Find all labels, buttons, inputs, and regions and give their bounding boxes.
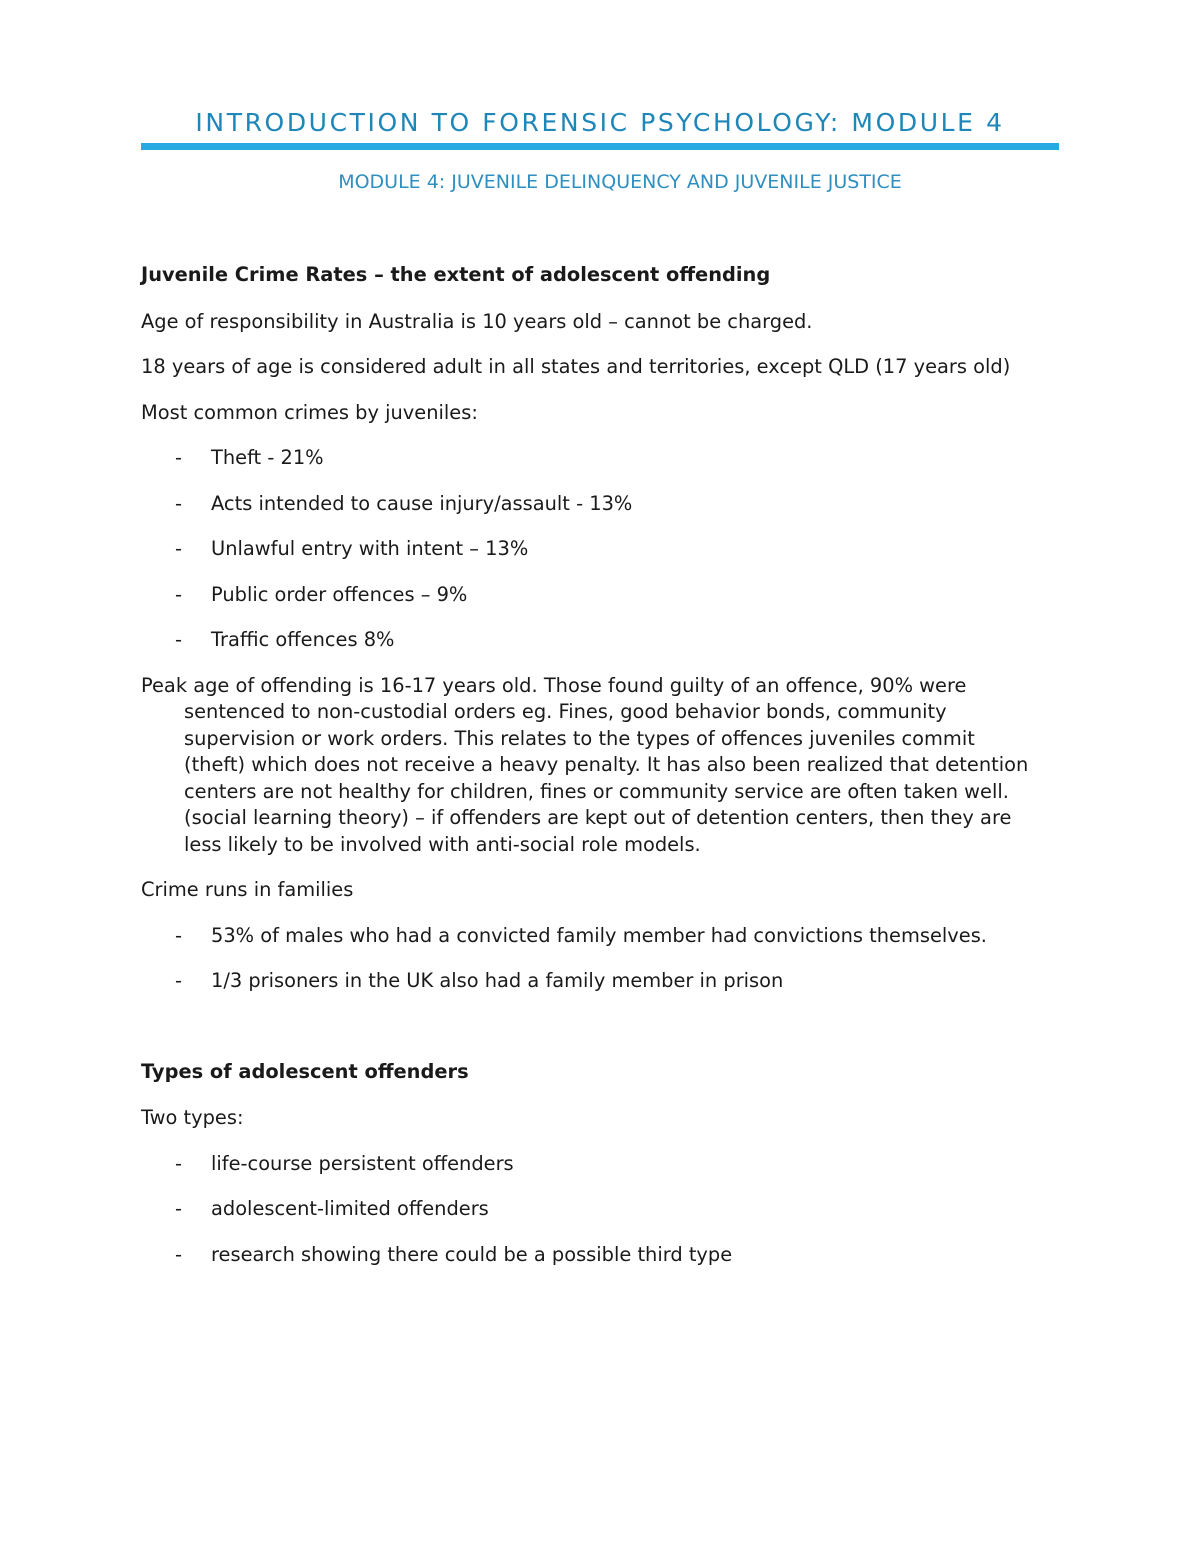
paragraph-age-responsibility: Age of responsibility in Australia is 10 years old – cannot be charged. [141,309,813,333]
bullet-dash: - [175,923,182,947]
bullet-dash: - [175,1197,182,1220]
bullet-dash: - [175,582,182,606]
list-item [141,923,1041,950]
list-item [141,536,1041,563]
section-heading-offender-types: Types of adolescent offenders [141,1059,469,1083]
list-item-text: 53% of males who had a convicted family member had convictions themselves. [211,923,987,947]
list-item [141,1242,1041,1269]
list-item [141,1151,1041,1178]
paragraph-peak-age: Peak age of offending is 16-17 years old. Those found guilty of an offence, 90% were sentenced to non-custodial orders eg. Fines, good behavior bonds, community supervision or work orders. This relates to the types of offences juveniles commit (theft) which does not receive a heavy penalty. It has also been realized that detention centers are not healthy for children, fines or community service are often taken well. (social learning theory) – if offenders are kept out of detention centers, then they are less likely to be involved with anti-social role models. [141,673,1029,856]
list-item-text: Unlawful entry with intent – 13% [211,537,529,560]
list-item [141,627,1041,654]
bullet-dash: - [175,491,182,515]
bullet-dash: - [175,969,182,992]
document-subtitle: MODULE 4: JUVENILE DELINQUENCY AND JUVENILE JUSTICE [338,171,902,193]
family-points-list [141,923,1041,995]
bullet-dash: - [175,446,182,469]
crimes-list [141,445,1041,654]
offender-types-list [141,1151,1041,1269]
list-item-text: Theft - 21% [211,446,324,469]
bullet-dash: - [175,537,182,560]
list-item-text: Traffic offences 8% [211,628,395,651]
bullet-dash: - [175,1242,182,1266]
section-heading-crime-rates: Juvenile Crime Rates – the extent of adolescent offending [141,263,771,286]
list-item [141,445,1041,472]
list-item-text: life-course persistent offenders [211,1151,514,1175]
list-item-text: adolescent-limited offenders [211,1197,489,1220]
list-item-text: research showing there could be a possible third type [211,1242,733,1266]
list-item-text: Public order offences – 9% [211,582,468,606]
bullet-dash: - [175,628,182,651]
list-item [141,968,1041,995]
list-item-text: Acts intended to cause injury/assault - 13% [211,491,633,515]
bullet-dash: - [175,1151,182,1175]
list-item [141,582,1041,609]
paragraph-two-types: Two types: [141,1106,244,1129]
list-item [141,491,1041,518]
section-spacer [141,1014,1041,1059]
document-title: INTRODUCTION TO FORENSIC PSYCHOLOGY: MODULE 4 [195,108,1005,137]
paragraph-families: Crime runs in families [141,878,354,901]
title-underline-rule [141,143,1059,150]
list-item-text: 1/3 prisoners in the UK also had a family member in prison [211,969,784,992]
document-body [141,262,1041,1287]
list-item [141,1196,1041,1223]
paragraph-common-crimes: Most common crimes by juveniles: [141,400,478,424]
paragraph-adult-age: 18 years of age is considered adult in all states and territories, except QLD (17 years old) [141,355,1011,378]
